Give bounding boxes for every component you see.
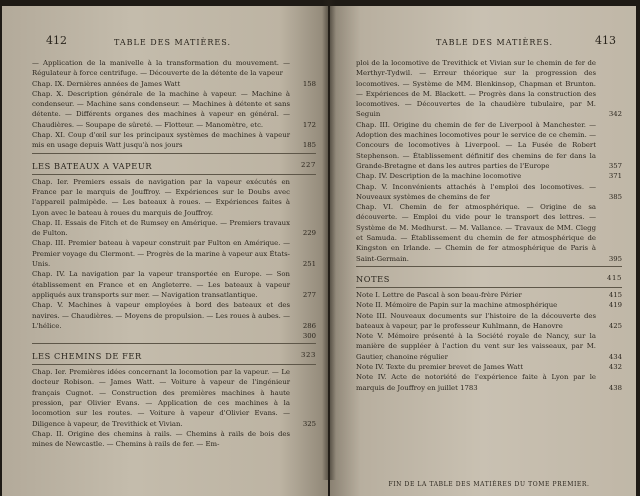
right-running-title: TABLE DES MATIÈRES. — [436, 38, 553, 47]
note-entry: Note I. Lettre de Pascal à son beau-frère Périer 415 — [356, 290, 622, 299]
toc-entry: Chap. V. Machines à vapeur employées à bord des bateaux et des navires. — Chaudières. — Moyens de propulsion. — Les roues à aubes. — L'hélice. 286 — [32, 301, 316, 330]
section-heading-chemins: LES CHEMINS DE FER 323 — [32, 351, 316, 362]
toc-entry: Chap. III. Origine du chemin de fer de Liverpool à Manchester. — Adoption des machines locomotives pour le service de ce chemin. — Concours de locomotives à Liverpool. — La Fusée de Robert Stephenson. — Établissement définitif des chemins de fer dans la Grande-Bretagne et dans les autres parties de l'Europe 357 — [356, 120, 622, 170]
toc-entry: ploi de la locomotive de Trevithick et Vivian sur le chemin de fer de Merthyr-Tydwil. — Erreur théorique sur la progression des locomotives. — Système de MM. Blenkinsop, Chapman et Brunton. — Expériences de M. Blackett. — Progrès dans la construction des locomotives. — Découvertes de la chaudière tubulaire, par M. Seguin 342 — [356, 59, 622, 119]
toc-entry: Chap. Ier. Premières idées concernant la locomotion par la vapeur. — Le docteur Robison. — James Watt. — Voiture à vapeur de l'ingénieur français Cugnot. — Construction des premières machines à haute pression, par Olivier Evans. — Application de ces machines à la locomotion sur les routes. — Voiture à vapeur d'Olivier Evans. — Diligence à vapeur, de Trevithick et Vivian. 325 — [32, 368, 316, 428]
right-page-number: 413 — [595, 34, 616, 47]
toc-entry-trailing-number: 300 — [302, 331, 316, 340]
toc-entry: Chap. Ier. Premiers essais de navigation par la vapeur exécutés en France par le marquis de Jouffroy. — Expériences sur le Doubs avec l'appareil palmipède. — Les bateaux à roues. — Expériences faites à Lyon avec le bateau à roues du marquis de Jouffroy. — [32, 177, 290, 217]
toc-entry: Chap. III. Premier bateau à vapeur construit par Fulton en Amérique. — Premier voyage du Clermont. — Progrès de la marine à vapeur aux États-Unis. 251 — [32, 239, 316, 269]
section-heading-bateaux: LES BATEAUX A VAPEUR 227 — [32, 160, 316, 171]
toc-entry: Chap. X. Description générale de la machine à vapeur. — Machine à condenseur. — Machine sans condenseur. — Machines à détente et sans détente. — Différents organes des machines à vapeur en général. — Chaudières. — Soupape de sûreté. — Flotteur. — Manomètre, etc. 172 — [32, 89, 316, 129]
book-gutter — [322, 0, 336, 480]
end-of-table-note: FIN DE LA TABLE DES MATIÈRES DU TOME PREMIER. — [388, 480, 590, 488]
section-heading-notes: NOTES 415 — [356, 273, 622, 284]
note-entry: Note II. Mémoire de Papin sur la machine atmosphérique 419 — [356, 301, 622, 310]
toc-entry: Chap. V. Inconvénients attachés à l'emploi des locomotives. — Nouveaux systèmes de chemins de fer 385 — [356, 182, 622, 201]
toc-entry: Chap. XI. Coup d'œil sur les principaux systèmes de machines à vapeur mis en usage depuis Watt jusqu'à nos jours 185 — [32, 131, 316, 150]
section-divider — [356, 287, 622, 288]
toc-entry: Chap. II. Essais de Fitch et de Rumsey en Amérique. — Premiers travaux de Fulton. 229 — [32, 218, 316, 238]
right-running-header — [356, 36, 622, 54]
toc-entry: Chap. VI. Chemin de fer atmosphérique. — Origine de sa découverte. — Emploi du vide pour le transport des lettres. — Système de M. Medhurst. — M. Vallance. — Travaux de MM. Clegg et Samuda. — Établissement du chemin de fer atmosphérique de Kingston en Irlande. — Chemin de fer atmosphérique de Paris à Saint-Germain. 395 — [356, 203, 622, 263]
toc-entry: — Application de la manivelle à la transformation du mouvement. — Régulateur à force centrifuge. — Découverte de la détente de la vapeur — [32, 59, 290, 78]
toc-entry: Chap. IX. Dernières années de James Watt 158 — [32, 79, 316, 88]
note-entry: Note IV. Texte du premier brevet de James Watt 432 — [356, 363, 622, 372]
right-page — [330, 6, 636, 496]
toc-entry: Chap. IV. La navigation par la vapeur transportée en Europe. — Son établissement en France et en Angleterre. — Les bateaux à vapeur appliqués aux transports sur mer. — Navigation transatlantique. 277 — [32, 270, 316, 299]
toc-entry: Chap. II. Origine des chemins à rails. — Chemins à rails de bois des mines de Newcastle. — Chemins à rails de fer. — Em- — [32, 429, 290, 449]
left-running-title: TABLE DES MATIÈRES. — [114, 38, 231, 47]
left-running-header — [32, 36, 316, 54]
note-entry: Note IV. Acte de notoriété de l'expérience faite à Lyon par le marquis de Jouffroy en juillet 1783 438 — [356, 373, 622, 392]
left-page — [2, 6, 328, 496]
toc-entry: Chap. IV. Description de la machine locomotive 371 — [356, 172, 622, 181]
section-divider — [32, 174, 316, 175]
note-entry: Note III. Nouveaux documents sur l'histoire de la découverte des bateaux à vapeur, par le professeur Kuhlmann, de Hanovre 425 — [356, 311, 622, 330]
section-divider — [32, 364, 316, 365]
left-page-number: 412 — [46, 34, 67, 47]
section-divider — [356, 266, 622, 267]
section-divider — [32, 343, 316, 344]
note-entry: Note V. Mémoire présenté à la Société royale de Nancy, sur la manière de suppléer à l'action du vent sur les vaisseaux, par M. Gautier, chanoine régulier 434 — [356, 332, 622, 361]
section-divider — [32, 153, 316, 154]
